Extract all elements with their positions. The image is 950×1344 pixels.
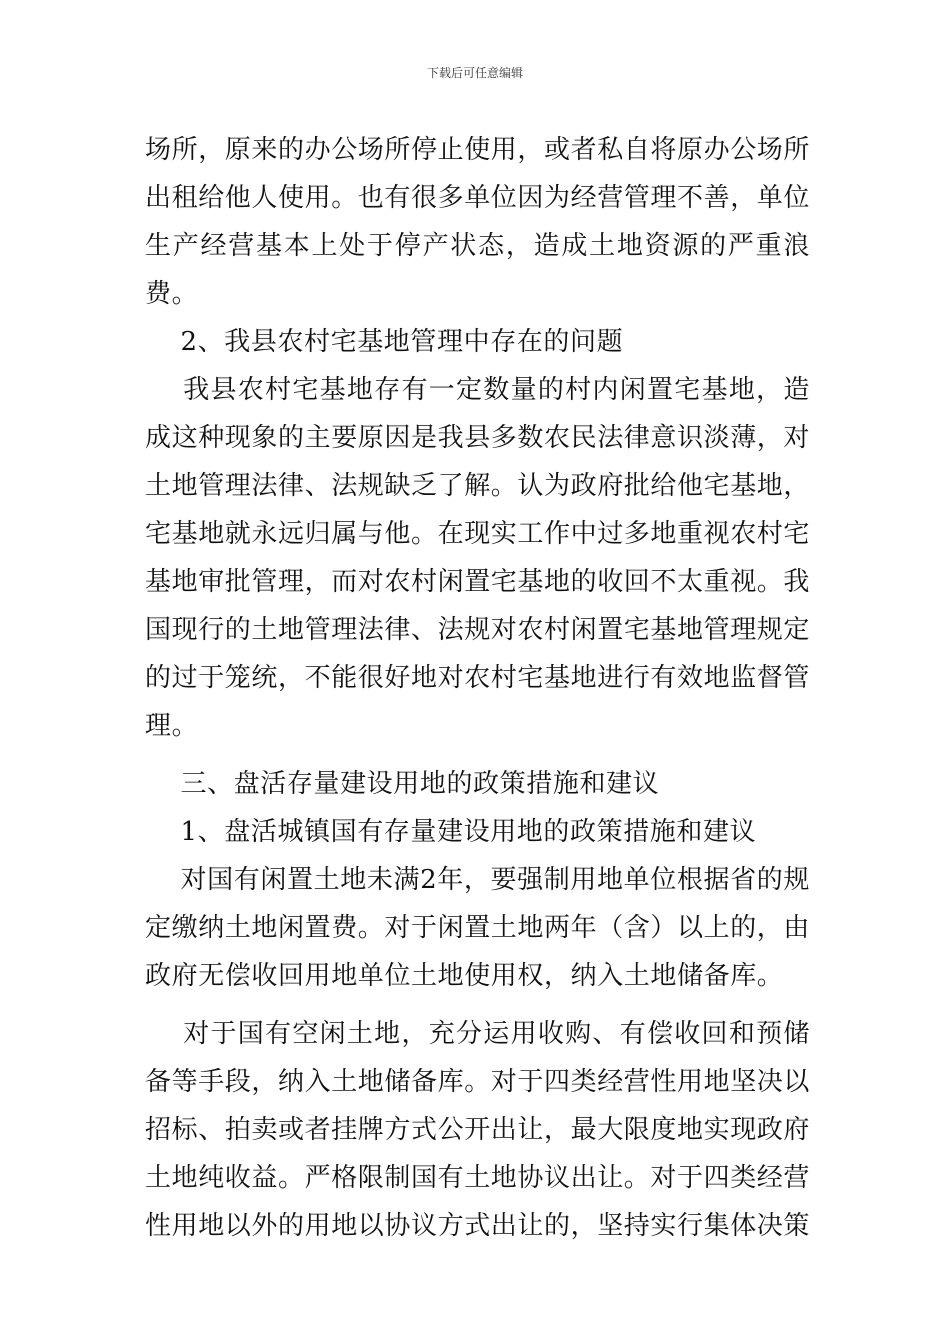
- subsection-heading-1: 1、盘活城镇国有存量建设用地的政策措施和建议: [145, 817, 757, 847]
- paragraph-2: 我县农村宅基地存有一定数量的村内闲置宅基地，造成这种现象的主要原因是我县多数农民法律意识淡薄，对土地管理法律、法规缺乏了解。认为政府批给他宅基地，宅基地就永远归属与他。在现实工作中过多地重视农村宅基地审批管理，而对农村闲置宅基地的收回不太重视。我国现行的土地管理法律、法规对农村闲置宅基地管理规定的过于笼统，不能很好地对农村宅基地进行有效地监督管理。: [145, 375, 811, 741]
- page-header: 下载后可任意编辑: [426, 66, 523, 80]
- paragraph-1: 场所，原来的办公场所停止使用，或者私自将原办公场所出租给他人使用。也有很多单位因为经营管理不善，单位生产经营基本上处于停产状态，造成土地资源的严重浪费。: [145, 135, 811, 309]
- section-heading-3: 三、盘活存量建设用地的政策措施和建议: [145, 769, 660, 799]
- paragraph-3: 对国有闲置土地未满2年，要强制用地单位根据省的规定缴纳土地闲置费。对于闲置土地两年（含）以上的，由政府无偿收回用地单位土地使用权，纳入土地储备库。: [145, 865, 811, 991]
- document-body: [145, 126, 810, 1250]
- paragraph-4: 对于国有空闲土地，充分运用收购、有偿收回和预储备等手段，纳入土地储备库。对于四类经营性用地坚决以招标、拍卖或者挂牌方式公开出让，最大限度地实现政府土地纯收益。严格限制国有土地协议出让。对于四类经营性用地以外的用地以协议方式出让的，坚持实行集体决策: [145, 1019, 811, 1241]
- section-heading-2: 2、我县农村宅基地管理中存在的问题: [145, 327, 624, 357]
